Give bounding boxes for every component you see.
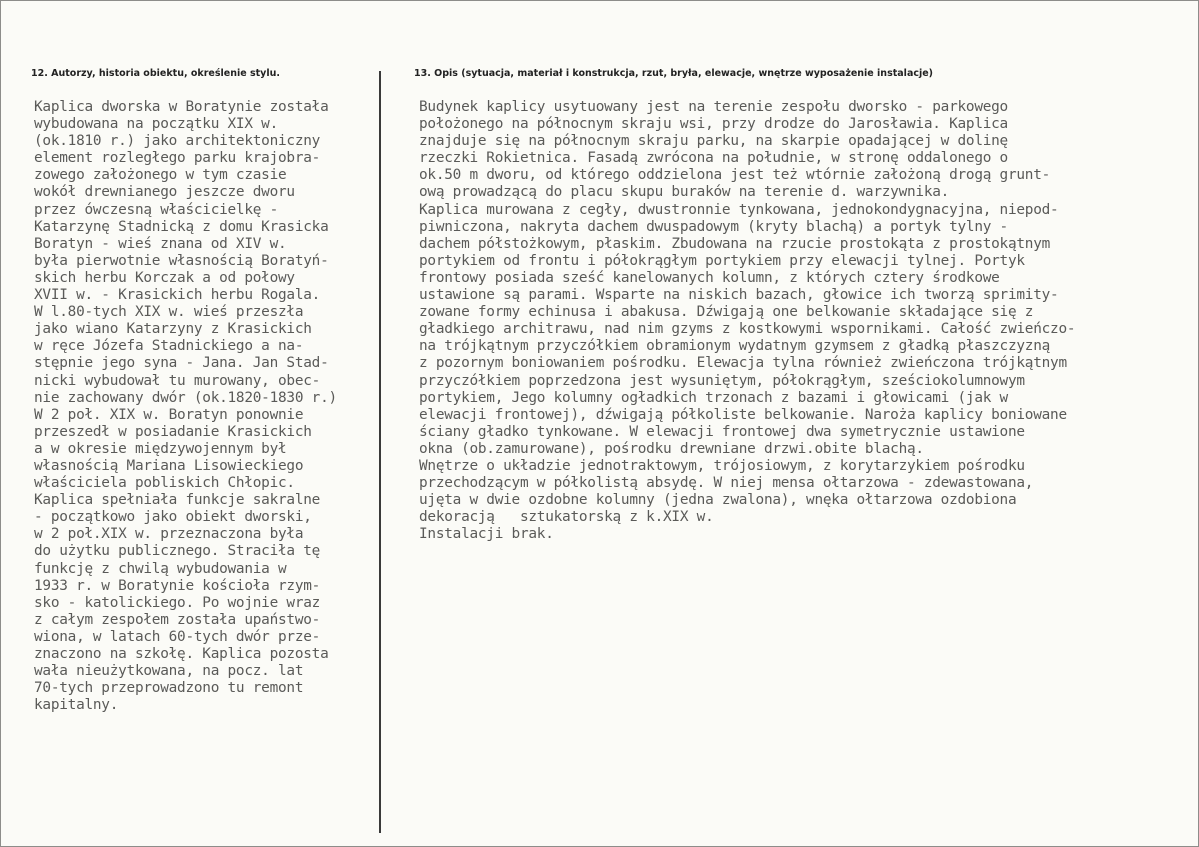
text-line: dachem półstożkowym, płaskim. Zbudowana na rzucie prostokąta z prostokątnym — [419, 235, 1051, 252]
text-line: stępnie jego syna - Jana. Jan Stad- — [34, 355, 329, 372]
text-line: a w okresie międzywojennym był — [34, 440, 287, 457]
description-text — [419, 99, 1199, 543]
text-line: Instalacji brak. — [419, 526, 554, 543]
text-line: okna (ob.zamurowane), pośrodku drewniane drzwi.obite blachą. — [419, 440, 924, 457]
text-line: sko - katolickiego. Po wojnie wraz — [34, 594, 321, 611]
text-line: portykiem od frontu i półokrągłym portykiem przy elewacji tylnej. Portyk — [419, 252, 1025, 269]
text-line: frontowy posiada sześć kanelowanych kolumn, z których cztery środkowe — [419, 269, 1000, 286]
text-line: rzeczki Rokietnica. Fasadą zwrócona na południe, w stronę oddalonego o — [419, 150, 1008, 167]
text-line: W l.80-tych XIX w. wieś przeszła — [34, 304, 304, 321]
text-line: - początkowo jako obiekt dworski, — [34, 509, 312, 526]
text-line: wiona, w latach 60-tych dwór prze- — [34, 628, 321, 645]
text-line: gładkiego architrawu, nad nim gzyms z kostkowymi wspornikami. Całość zwieńczo- — [419, 321, 1076, 338]
text-line: znaczono na szkołę. Kaplica pozosta — [34, 646, 329, 662]
text-line: nie zachowany dwór (ok.1820-1830 r.) — [34, 389, 337, 406]
text-line: dekoracją sztukatorską z k.XIX w. — [419, 509, 714, 526]
text-line: na trójkątnym przyczółkiem obramionym wydatnym gzymsem z gładką płaszczyzną — [419, 338, 1051, 355]
text-line: 70-tych przeprowadzono tu remont — [34, 680, 304, 697]
section-13-heading: 13. Opis (sytuacja, materiał i konstrukcja, rzut, bryła, elewacje, wnętrze wyposażenie instalacje) — [414, 68, 934, 79]
text-line: Kaplica murowana z cegły, dwustronnie tynkowana, jednokondygnacyjna, niepod- — [419, 201, 1059, 218]
text-line: piwniczona, nakryta dachem dwuspadowym (kryty blachą) a portyk tylny - — [419, 218, 1008, 235]
text-line: w 2 poł.XIX w. przeznaczona była — [34, 526, 304, 543]
text-line: wała nieużytkowana, na pocz. lat — [34, 663, 304, 680]
text-line: zowane formy echinusa i abakusa. Dźwigają one belkowanie składające się z — [419, 304, 1034, 321]
text-line: nicki wybudował tu murowany, obec- — [34, 372, 321, 389]
text-line: Boratyn - wieś znana od XIV w. — [34, 235, 287, 252]
text-line: własnością Mariana Lisowieckiego — [34, 457, 304, 474]
text-line: była pierwotnie własnością Boratyń- — [34, 252, 329, 269]
text-line: element rozległego parku krajobra- — [34, 150, 321, 167]
text-line: XVII w. - Krasickich herbu Rogala. — [34, 287, 321, 304]
text-line: przeszedł w posiadanie Krasickich — [34, 423, 312, 440]
text-line: ową prowadzącą do placu skupu buraków na terenie d. warzywnika. — [419, 184, 950, 201]
text-line: ustawione są parami. Wsparte na niskich bazach, głowice ich tworzą sprimity- — [419, 287, 1059, 304]
text-line: Kaplica spełniała funkcje sakralne — [34, 492, 321, 509]
text-line: wybudowana na początku XIX w. — [34, 116, 279, 133]
text-line: W 2 poł. XIX w. Boratyn ponownie — [34, 406, 304, 423]
text-line: Katarzynę Stadnicką z domu Krasicka — [34, 218, 329, 235]
text-line: przechodzącym w półkolistą absydę. W niej mensa ołtarzowa - zdewastowana, — [419, 475, 1034, 492]
text-line: kapitalny. — [34, 697, 119, 714]
text-line: położonego na północnym skraju wsi, przy drodze do Jarosławia. Kaplica — [419, 116, 1008, 133]
text-line: skich herbu Korczak a od połowy — [34, 269, 295, 286]
text-line: do użytku publicznego. Straciła tę — [34, 543, 321, 560]
text-line: znajduje się na północnym skraju parku, na skarpie opadającej w dolinę — [419, 133, 1008, 150]
text-line: Budynek kaplicy usytuowany jest na terenie zespołu dworsko - parkowego — [419, 99, 1008, 115]
text-line: ściany gładko tynkowane. W elewacji frontowej dwa symetrycznie ustawione — [419, 423, 1025, 440]
text-line: wokół drewnianego jeszcze dworu — [34, 184, 295, 201]
text-line: Wnętrze o układzie jednotraktowym, trójosiowym, z korytarzykiem pośrodku — [419, 457, 1025, 474]
text-line: jako wiano Katarzyny z Krasickich — [34, 321, 312, 338]
section-12-heading: 12. Autorzy, historia obiektu, określenie stylu. — [31, 68, 280, 79]
text-line: (ok.1810 r.) jako architektoniczny — [34, 133, 321, 150]
text-line: przyczółkiem poprzedzona jest wysuniętym, półokrągłym, sześciokolumnowym — [419, 372, 1025, 389]
text-line: zowego założonego w tym czasie — [34, 167, 287, 184]
text-line: Kaplica dworska w Boratynie została — [34, 99, 329, 115]
history-text — [34, 99, 384, 714]
text-line: elewacji frontowej), dźwigają półkoliste belkowanie. Naroża kaplicy boniowane — [419, 406, 1067, 423]
text-line: w ręce Józefa Stadnickiego a na- — [34, 338, 304, 355]
text-line: przez ówczesną właścicielkę - — [34, 201, 279, 218]
text-line: z pozornym boniowaniem pośrodku. Elewacja tylna również zwieńczona trójkątnym — [419, 355, 1067, 372]
text-line: z całym zespołem została upaństwo- — [34, 611, 321, 628]
text-line: właściciela pobliskich Chłopic. — [34, 475, 295, 492]
text-line: 1933 r. w Boratynie kościoła rzym- — [34, 577, 321, 594]
text-line: portykiem, Jego kolumny ogładkich trzonach z bazami i głowicami (jak w — [419, 389, 1008, 406]
text-line: ujęta w dwie ozdobne kolumny (jedna zwalona), wnęka ołtarzowa ozdobiona — [419, 492, 1017, 509]
text-line: funkcję z chwilą wybudowania w — [34, 560, 287, 577]
text-line: ok.50 m dworu, od którego oddzielona jest też wtórnie założoną drogą grunt- — [419, 167, 1051, 184]
